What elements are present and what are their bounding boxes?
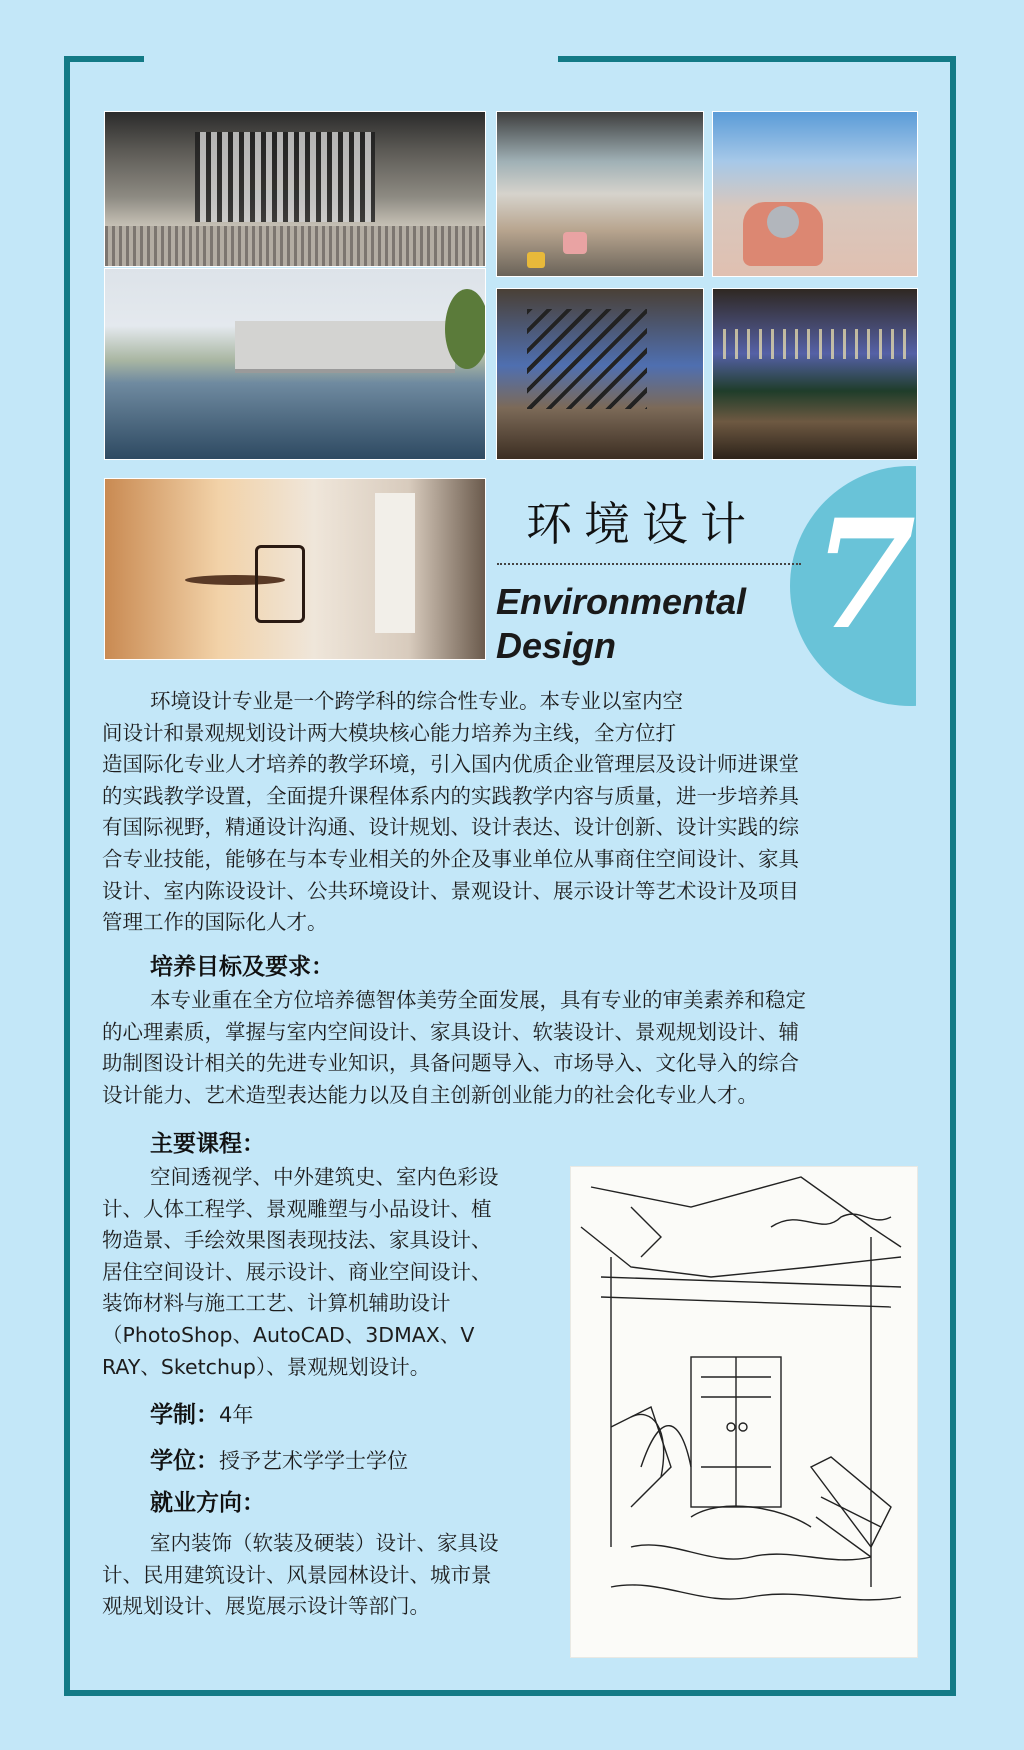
goals-line: 助制图设计相关的先进专业知识，具备问题导入、市场导入、文化导入的综合 <box>102 1051 799 1076</box>
photo-restaurant-evening <box>712 288 918 460</box>
photo-cafe-interior <box>496 111 704 277</box>
frame-top-left-bar <box>64 56 144 62</box>
courses-line: 居住空间设计、展示设计、商业空间设计、 <box>102 1259 492 1284</box>
degree-label: 学位： <box>150 1448 219 1474</box>
duration-row <box>150 1396 253 1429</box>
photo-interior-lobby <box>104 111 486 267</box>
jobs-heading: 就业方向： <box>150 1490 265 1516</box>
degree-row <box>150 1442 408 1475</box>
jobs-line: 观规划设计、展览展示设计等部门。 <box>102 1594 430 1619</box>
title-divider <box>497 563 801 565</box>
frame-top-right-bar <box>558 56 956 62</box>
duration-value: 4年 <box>219 1403 254 1427</box>
courses-line: （PhotoShop、AutoCAD、3DMAX、V <box>102 1322 475 1347</box>
intro-line: 合专业技能，能够在与本专业相关的外企及事业单位从事商住空间设计、家具 <box>102 846 799 871</box>
degree-value: 授予艺术学学士学位 <box>219 1449 408 1473</box>
courses-line: 物造景、手绘效果图表现技法、家具设计、 <box>102 1228 492 1253</box>
title-english <box>496 580 796 668</box>
courses-heading: 主要课程： <box>150 1131 265 1157</box>
frame-bottom-bar <box>64 1690 956 1696</box>
jobs-paragraph <box>102 1528 560 1623</box>
courses-line: 装饰材料与施工工艺、计算机辅助设计 <box>102 1291 451 1316</box>
photo-warm-lounge <box>104 478 486 660</box>
courses-paragraph <box>102 1162 560 1383</box>
frame-left-bar <box>64 56 70 1696</box>
photo-rooftop-chair <box>712 111 918 277</box>
duration-label: 学制： <box>150 1402 219 1428</box>
intro-paragraph <box>102 686 918 939</box>
frame-right-bar <box>950 56 956 1696</box>
intro-line: 造国际化专业人才培养的教学环境，引入国内优质企业管理层及设计师进课堂 <box>102 752 799 777</box>
intro-line: 管理工作的国际化人才。 <box>102 910 328 935</box>
title-chinese: 环境设计 <box>526 497 758 551</box>
goals-paragraph <box>102 985 918 1111</box>
photo-lakeside-building <box>104 268 486 460</box>
courses-line: RAY、Sketchup）、景观规划设计。 <box>102 1354 431 1379</box>
goals-line: 设计能力、艺术造型表达能力以及自主创新创业能力的社会化专业人才。 <box>102 1082 758 1107</box>
intro-line: 的实践教学设置，全面提升课程体系内的实践教学内容与质量，进一步培养具 <box>102 783 799 808</box>
intro-line: 设计、室内陈设设计、公共环境设计、景观设计、展示设计等艺术设计及项目 <box>102 878 799 903</box>
jobs-line: 室内装饰（软装及硬装）设计、家具设 <box>150 1531 499 1555</box>
section-number: 7 <box>812 487 917 663</box>
jobs-line: 计、民用建筑设计、风景园林设计、城市景 <box>102 1562 492 1587</box>
photo-staircase-dining <box>496 288 704 460</box>
courses-line: 空间透视学、中外建筑史、室内色彩设 <box>150 1165 499 1189</box>
courses-line: 计、人体工程学、景观雕塑与小品设计、植 <box>102 1196 492 1221</box>
title-english-line1: Environmental <box>496 581 747 622</box>
goals-heading: 培养目标及要求： <box>150 954 334 980</box>
goals-line: 的心理素质，掌握与室内空间设计、家具设计、软装设计、景观规划设计、辅 <box>102 1019 799 1044</box>
intro-line: 有国际视野，精通设计沟通、设计规划、设计表达、设计创新、设计实践的综 <box>102 815 799 840</box>
title-english-line2: Design <box>496 625 617 666</box>
goals-line: 本专业重在全方位培养德智体美劳全面发展，具有专业的审美素养和稳定 <box>150 988 806 1012</box>
intro-line: 间设计和景观规划设计两大模块核心能力培养为主线，全方位打 <box>102 720 676 745</box>
intro-line: 环境设计专业是一个跨学科的综合性专业。本专业以室内空 <box>150 689 683 713</box>
hand-sketch-illustration <box>570 1166 918 1658</box>
